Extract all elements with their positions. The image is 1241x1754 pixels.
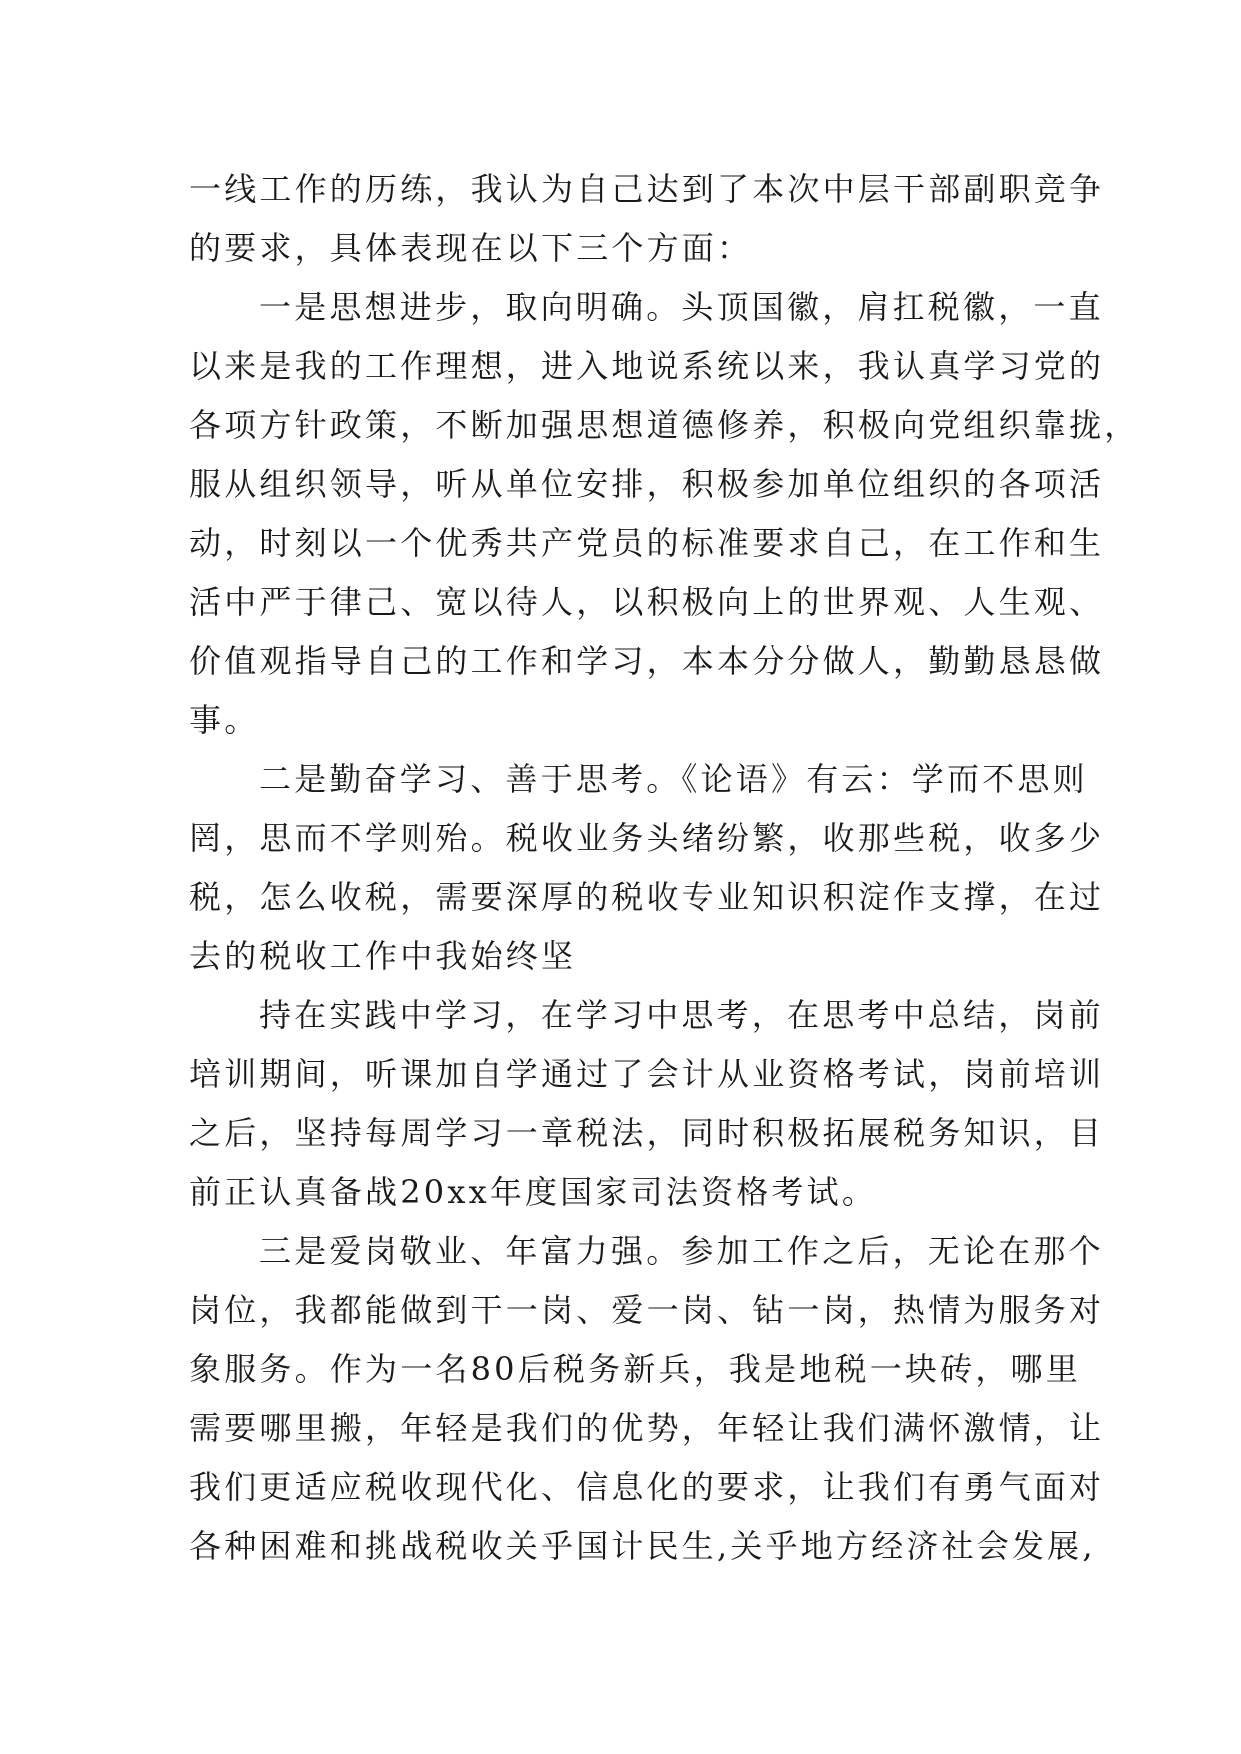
document-body [189, 160, 1140, 1576]
text-line: 培训期间，听课加自学通过了会计从业资格考试，岗前培训 [189, 1055, 1105, 1093]
text-line: 的要求，具体表现在以下三个方面： [189, 229, 753, 267]
text-line: 我们更适应税收现代化、信息化的要求，让我们有勇气面对 [189, 1468, 1105, 1506]
paragraph-start-line: 三是爱岗敬业、年富力强。参加工作之后，无论在那个 [259, 1232, 1104, 1270]
text-line: 价值观指导自己的工作和学习，本本分分做人，勤勤恳恳做 [189, 642, 1105, 680]
text-line: 之后，坚持每周学习一章税法，同时积极拓展税务知识，目 [189, 1114, 1105, 1152]
text-line: 税，怎么收税，需要深厚的税收专业知识积淀作支撑，在过 [189, 878, 1105, 916]
text-line: 一线工作的历练，我认为自己达到了本次中层干部副职竞争 [189, 170, 1105, 208]
text-line: 事。 [189, 701, 260, 739]
paragraph-start-line: 一是思想进步，取向明确。头顶国徽，肩扛税徽，一直 [259, 288, 1104, 326]
text-line: 岗位，我都能做到干一岗、爱一岗、钻一岗，热情为服务对 [189, 1291, 1105, 1329]
text-line: 需要哪里搬，年轻是我们的优势，年轻让我们满怀激情，让 [189, 1409, 1105, 1447]
text-line: 各项方针政策，不断加强思想道德修养，积极向党组织靠拢， [189, 406, 1140, 444]
paragraph-start-line: 持在实践中学习，在学习中思考，在思考中总结，岗前 [259, 996, 1104, 1034]
text-line: 服从组织领导，听从单位安排，积极参加单位组织的各项活 [189, 465, 1105, 503]
text-line: 动，时刻以一个优秀共产党员的标准要求自己，在工作和生 [189, 524, 1105, 562]
paragraph-start-line: 二是勤奋学习、善于思考。《论语》有云：学而不思则 [259, 760, 1088, 798]
text-line: 罔，思而不学则殆。税收业务头绪纷繁，收那些税，收多少 [189, 819, 1105, 857]
text-line: 各种困难和挑战税收关乎国计民生,关乎地方经济社会发展, [189, 1527, 1096, 1565]
text-line: 活中严于律己、宽以待人，以积极向上的世界观、人生观、 [189, 583, 1105, 621]
text-line: 前正认真备战20xx年度国家司法资格考试。 [189, 1173, 878, 1211]
text-line: 以来是我的工作理想，进入地说系统以来，我认真学习党的 [189, 347, 1105, 385]
text-line: 去的税收工作中我始终坚 [189, 937, 577, 975]
text-line: 象服务。作为一名80后税务新兵，我是地税一块砖，哪里 [189, 1350, 1081, 1388]
